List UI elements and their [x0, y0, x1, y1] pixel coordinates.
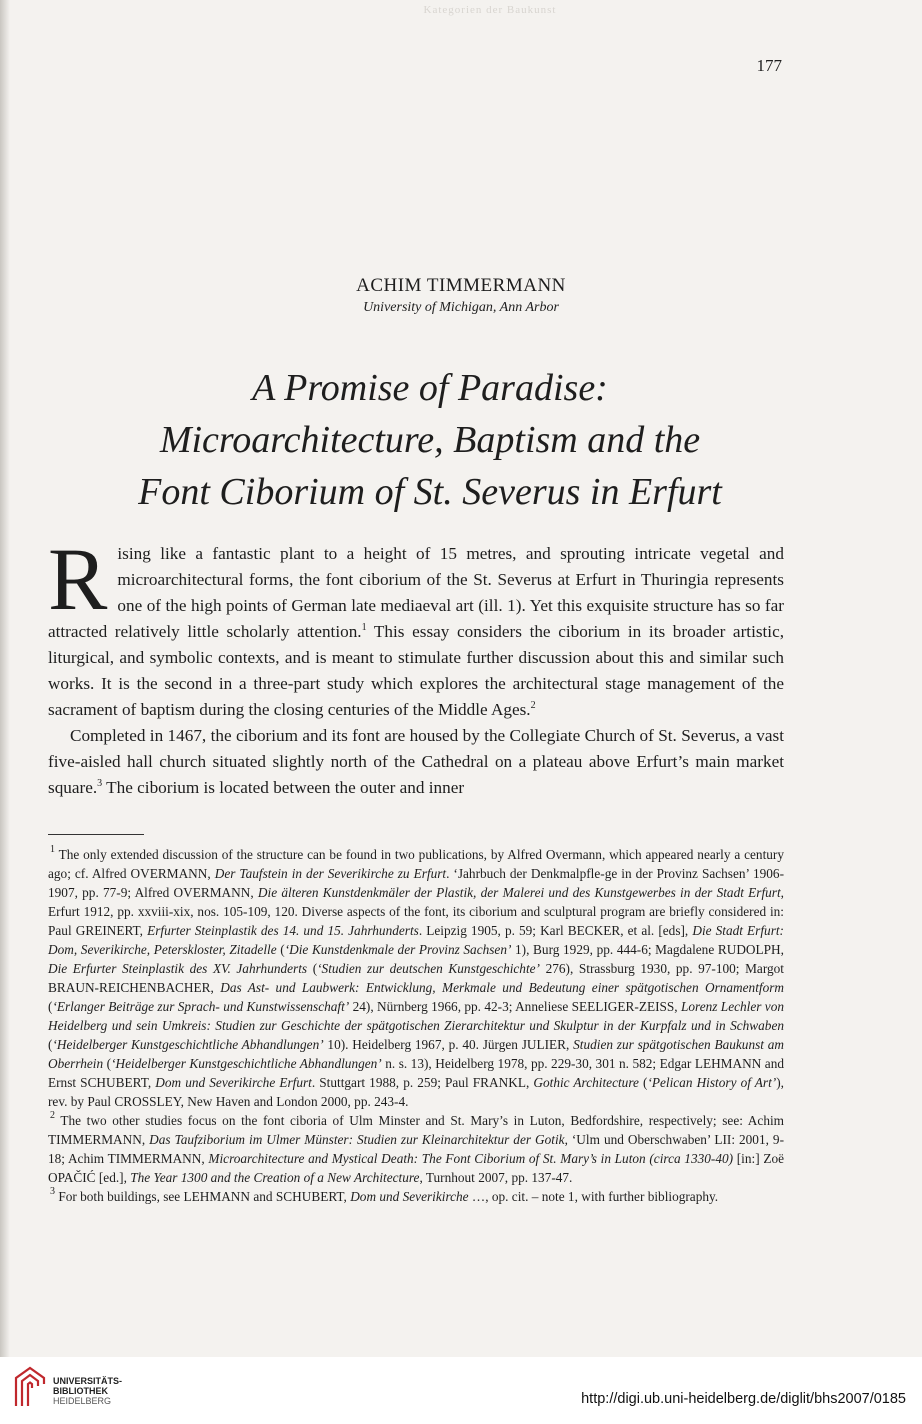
footnote-text: 10). Heidelberg 1967, p. 40. Jürgen JULIER,	[323, 1037, 574, 1052]
footnote-ref-2[interactable]: 2	[530, 700, 536, 711]
footnote-citation-series: ‘Pelican History of Art’	[647, 1075, 777, 1090]
footnote-text: 24), Nürnberg 1966, pp. 42-3; Anneliese SEELIGER-ZEISS,	[349, 999, 681, 1014]
permalink-url[interactable]: http://digi.ub.uni-heidelberg.de/diglit/bhs2007/0185	[581, 1391, 906, 1407]
footnote-citation-series: ‘Heidelberger Kunstgeschichtliche Abhandlungen’	[111, 1056, 382, 1071]
paragraph-1	[48, 531, 785, 723]
footnote-ref-3[interactable]: 3	[97, 778, 103, 789]
footnote-citation-title: Lorenz Lechler von Heidelberg und sein Umkreis: Studien zur Geschichte der spätgotischen Zierarchitektur und Skulptur in der Kurpfalz und in Schwaben	[48, 999, 784, 1033]
footnote-citation-title: Die Erfurter Steinplastik des XV. Jahrhunderts	[48, 961, 308, 976]
footnote-citation-title: Das Taufziborium im Ulmer Münster: Studien zur Kleinarchitektur der Gotik	[149, 1132, 565, 1147]
footnote-citation-series: ‘Heidelberger Kunstgeschichtliche Abhandlungen’	[52, 1037, 324, 1052]
footnote-text: , ‘Ulm und Oberschwaben’ LII: 2001, 9-18; Achim TIMMERMANN,	[48, 1132, 784, 1166]
footnote-text: (	[276, 942, 285, 957]
paragraph-1-text-b: This essay considers the ciborium in its broader artistic, liturgical, and symbolic contexts, and is meant to stimulate further discussion about this and similar such works. It is the second in a three-part study which explores the architectural stage management of the sacrament of baptism during the closing centuries of the Middle Ages.	[48, 622, 785, 719]
footnote-citation-title: Erfurter Steinplastik des 14. und 15. Jahrhunderts	[147, 923, 419, 938]
footnote-text: , Turnhout 2007, pp. 137-47.	[419, 1170, 573, 1185]
library-name-line-1: UNIVERSITÄTS-	[53, 1376, 123, 1386]
article-title	[60, 362, 800, 518]
footnote-text: For both buildings, see LEHMANN and SCHUBERT,	[55, 1189, 351, 1204]
footnote-citation-title: Dom und Severikirche	[350, 1189, 469, 1204]
footnote-citation-title: Das Ast- und Laubwerk: Entwicklung, Merkmale und Bedeutung einer spätgotischen Ornamentform	[220, 980, 785, 995]
footnote-text: The two other studies focus on the font ciboria of Ulm Minster and St. Mary’s in Luton, Bedfordshire, respectively; see: Achim TIMMERMANN,	[48, 1113, 784, 1147]
footnote-text: (	[307, 961, 318, 976]
footnote-citation-title: The Year 1300 and the Creation of a New Architecture	[130, 1170, 420, 1185]
footnote-text: …, op. cit. – note 1, with further bibliography.	[468, 1189, 719, 1204]
footnote-citation-series: ‘Die Kunstdenkmale der Provinz Sachsen’	[284, 942, 512, 957]
footnote-text: . Leipzig 1905, p. 59; Karl BECKER, et al. [eds],	[418, 923, 693, 938]
footnote-1	[48, 845, 784, 1111]
footnote-citation-title: Die älteren Kunstdenkmäler der Plastik, der Malerei und des Kunstgewerbes in der Stadt Erfurt	[257, 885, 781, 900]
footnote-text: 276), Strassburg 1930, pp. 97-100; Margot BRAUN-REICHENBACHER,	[48, 961, 784, 995]
footnote-text: (	[103, 1056, 112, 1071]
footnote-citation-series: ‘Studien zur deutschen Kunstgeschichte’	[317, 961, 540, 976]
footnote-citation-title: Der Taufstein in der Severikirche zu Erfurt	[214, 866, 447, 881]
drop-cap: R	[48, 531, 108, 629]
footnote-citation-title: Gothic Architecture	[533, 1075, 639, 1090]
paragraph-1-text-a: ising like a fantastic plant to a height of 15 metres, and sprouting intricate vegetal and microarchitectural forms, the font ciborium of the St. Severus at Erfurt in Thuringia represents one of the high points of German late mediaeval art (ill. 1). Yet this exquisite structure has so far attracted relatively little scholarly attention.	[48, 544, 784, 641]
author-block	[0, 275, 922, 316]
footnotes	[48, 845, 784, 1206]
paragraph-2-text-a: Completed in 1467, the ciborium and its font are housed by the Collegiate Church of St. Severus, a vast five-aisled hall church situated slightly north of the Cathedral on a plateau above Erfurt’s main market square.	[48, 726, 784, 797]
footnote-text: (	[638, 1075, 648, 1090]
footnote-text: The only extended discussion of the structure can be found in two publications, by Alfred Overmann, which appeared nearly a century ago; cf. Alfred OVERMANN,	[48, 847, 784, 881]
body-text	[48, 531, 785, 801]
running-head-bleedthrough: Kategorien der Baukunst	[423, 4, 557, 16]
title-line-2: Microarchitecture, Baptism and the	[159, 419, 701, 461]
library-name-line-2: BIBLIOTHEK	[53, 1386, 108, 1396]
footnote-1-number: 1	[50, 844, 55, 855]
footnote-text: . Stuttgart 1988, p. 259; Paul FRANKL,	[311, 1075, 534, 1090]
library-logo-icon	[10, 1364, 50, 1408]
footnote-text: . ‘Jahrbuch der Denkmalpfle-ge in der Provinz Sachsen’ 1906-1907, pp. 77-9; Alfred OVERMANN,	[48, 866, 785, 900]
footnote-2	[48, 1111, 784, 1187]
footnote-citation-title: Microarchitecture and Mystical Death: The Font Ciborium of St. Mary’s in Luton (circa 1330-40)	[208, 1151, 734, 1166]
footnote-3-number: 3	[50, 1186, 55, 1197]
footnote-citation-title: Dom und Severikirche Erfurt	[155, 1075, 312, 1090]
author-name: ACHIM TIMMERMANN	[356, 275, 566, 296]
library-name-line-3: HEIDELBERG	[53, 1396, 112, 1406]
footnote-citation-title: Die Stadt Erfurt: Dom, Severikirche, Peterskloster, Zitadelle	[48, 923, 784, 957]
title-line-1: A Promise of Paradise:	[252, 367, 608, 409]
footnote-2-number: 2	[50, 1110, 55, 1121]
footnote-ref-1[interactable]: 1	[361, 622, 367, 633]
footnote-divider	[48, 834, 144, 835]
page-edge-shadow	[0, 0, 10, 1424]
footnote-3	[48, 1187, 784, 1206]
footnote-text: , Erfurt 1912, pp. xxviii-xix, nos. 105-109, 120. Diverse aspects of the font, its ciborium and sculptural program are briefly considered in: Paul GREINERT,	[48, 885, 784, 938]
paragraph-2	[48, 723, 784, 801]
title-line-3: Font Ciborium of St. Severus in Erfurt	[138, 471, 722, 513]
footnote-text: (	[48, 1037, 53, 1052]
page-number: 177	[756, 56, 782, 75]
footnote-text: (	[48, 999, 53, 1014]
footnote-text: [in:] Zoë OPAČIĆ [ed.],	[48, 1151, 784, 1185]
footnote-text: ), rev. by Paul CROSSLEY, New Haven and London 2000, pp. 243-4.	[48, 1075, 784, 1109]
footnote-citation-title: Studien zur spätgotischen Baukunst am Oberrhein	[48, 1037, 785, 1071]
library-name	[53, 1376, 122, 1406]
footnote-text: n. s. 13), Heidelberg 1978, pp. 229-30, 301 n. 582; Edgar LEHMANN and Ernst SCHUBERT,	[48, 1056, 784, 1090]
footnote-citation-series: ‘Erlanger Beiträge zur Sprach- und Kunstwissenschaft’	[52, 999, 350, 1014]
paragraph-2-text-b: The ciborium is located between the outer and inner	[102, 778, 465, 797]
author-affiliation: University of Michigan, Ann Arbor	[363, 300, 559, 315]
footnote-text: 1), Burg 1929, pp. 444-6; Magdalene RUDOLPH,	[511, 942, 784, 957]
